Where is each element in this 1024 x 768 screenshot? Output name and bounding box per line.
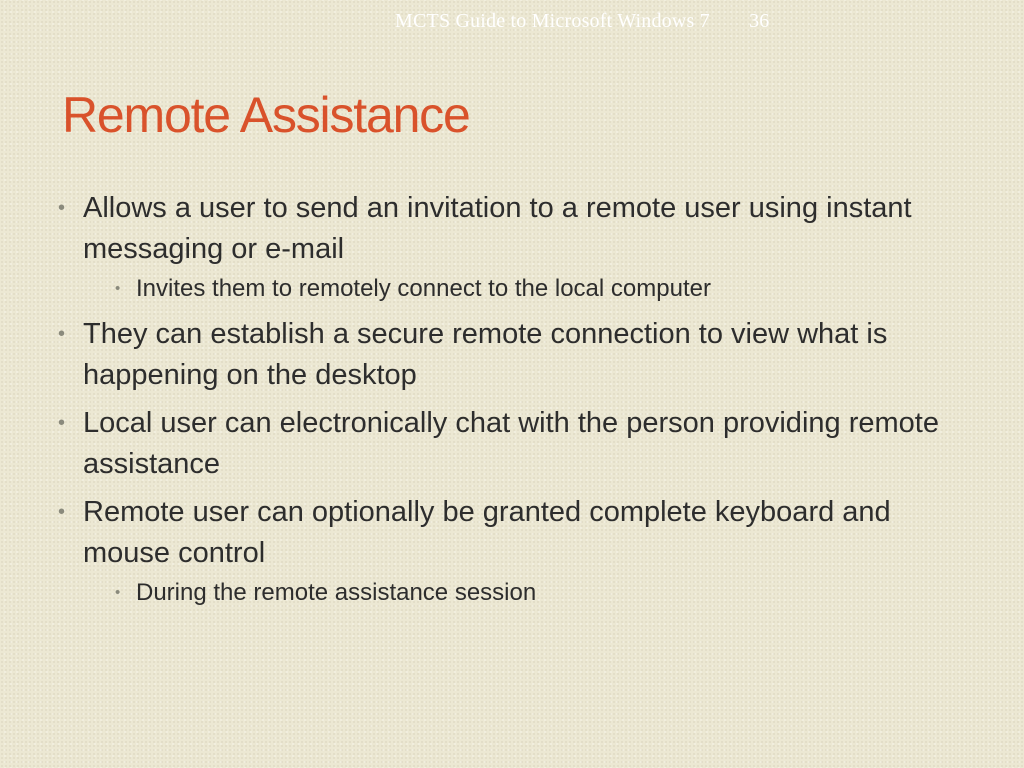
bullet-list <box>58 188 978 618</box>
bullet-dot-icon: • <box>115 584 121 601</box>
bullet-item <box>58 188 978 270</box>
sub-bullet-text: During the remote assistance session <box>136 579 537 606</box>
bullet-dot-icon: • <box>58 323 66 345</box>
bullet-text: Remote user can optionally be granted complete keyboard and mouse control <box>83 496 891 569</box>
bullet-dot-icon: • <box>58 197 66 219</box>
bullet-text: They can establish a secure remote connection to view what is happening on the desktop <box>83 318 888 391</box>
bullet-text: Allows a user to send an invitation to a remote user using instant messaging or e-mail <box>83 192 912 265</box>
bullet-dot-icon: • <box>58 412 66 434</box>
bullet-dot-icon: • <box>115 280 121 297</box>
bullet-item <box>58 403 978 485</box>
bullet-dot-icon: • <box>58 501 66 523</box>
course-title: MCTS Guide to Microsoft Windows 7 <box>395 10 710 32</box>
sub-bullet-item <box>115 578 978 608</box>
sub-bullet-text: Invites them to remotely connect to the local computer <box>136 275 711 302</box>
sub-bullet-item <box>115 274 978 304</box>
slide-header <box>395 10 769 33</box>
bullet-item <box>58 492 978 574</box>
bullet-item <box>58 314 978 396</box>
slide-number: 36 <box>749 10 770 32</box>
bullet-text: Local user can electronically chat with the person providing remote assistance <box>83 407 939 480</box>
slide-title: Remote Assistance <box>62 87 470 143</box>
